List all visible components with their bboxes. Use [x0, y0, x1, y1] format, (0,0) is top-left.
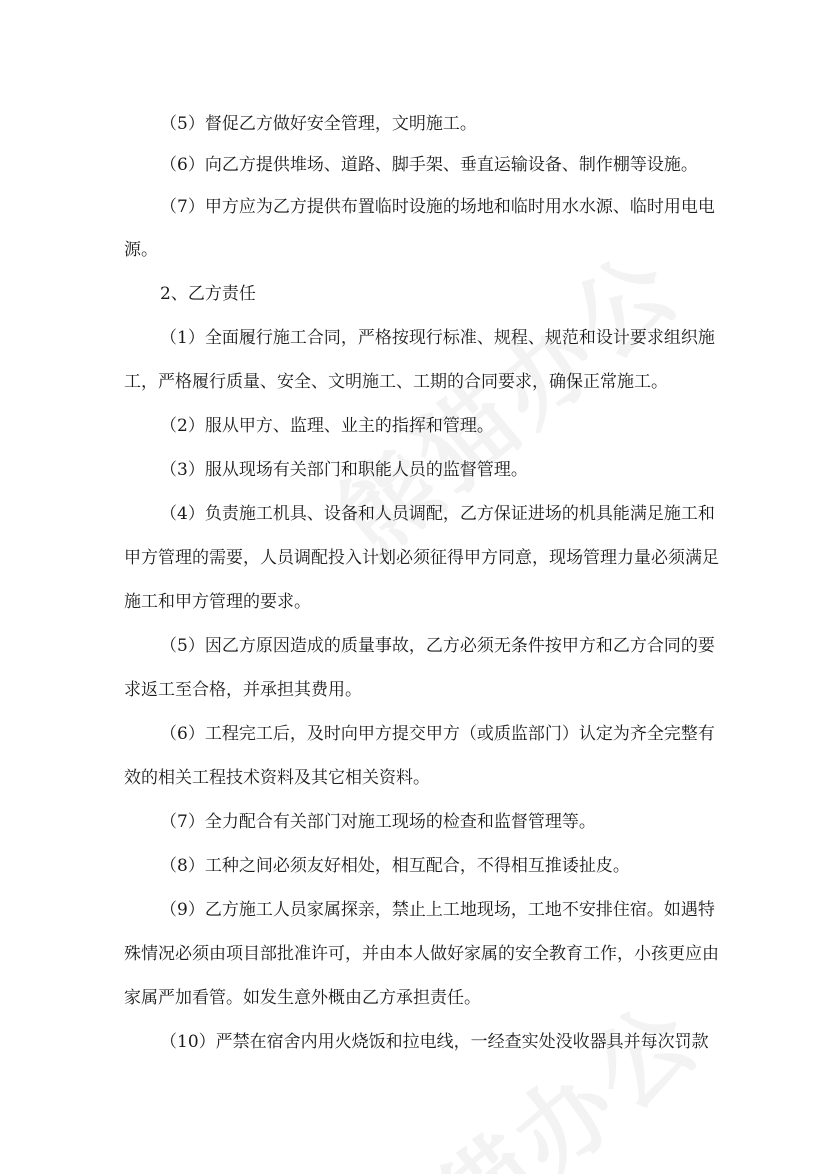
watermark — [304, 215, 705, 582]
paragraph-line: 殊情况必须由项目部批准许可，并由本人做好家属的安全教育工作，小孩更应由 — [124, 944, 719, 964]
paragraph-line: （5）因乙方原因造成的质量事故，乙方必须无条件按甲方和乙方合同的要 — [160, 636, 715, 656]
paragraph-line: 效的相关工程技术资料及其它相关资料。 — [124, 768, 430, 788]
section-heading: 2、乙方责任 — [160, 284, 256, 304]
paragraph-line: （5）督促乙方做好安全管理，文明施工。 — [160, 114, 477, 134]
paragraph-line: （2）服从甲方、监理、业主的指挥和管理。 — [160, 416, 494, 436]
paragraph-line: （4）负责施工机具、设备和人员调配，乙方保证进场的机具能满足施工和 — [160, 504, 715, 524]
paragraph-line: 源。 — [124, 240, 158, 260]
paragraph-line: （3）服从现场有关部门和职能人员的监督管理。 — [160, 460, 528, 480]
paragraph-line: （1）全面履行施工合同，严格按现行标准、规程、规范和设计要求组织施 — [160, 328, 715, 348]
paragraph-line: （7）全力配合有关部门对施工现场的检查和监督管理等。 — [160, 812, 596, 832]
paragraph-line: （10）严禁在宿舍内用火烧饭和拉电线，一经查实处没收器具并每次罚款 — [160, 1032, 709, 1052]
paragraph-line: 甲方管理的需要，人员调配投入计划必须征得甲方同意，现场管理力量必须满足 — [124, 548, 719, 568]
paragraph-line: （6）工程完工后，及时向甲方提交甲方（或质监部门）认定为齐全完整有 — [160, 724, 715, 744]
paragraph-line: 工，严格履行质量、安全、文明施工、工期的合同要求，确保正常施工。 — [124, 372, 668, 392]
paragraph-line: （9）乙方施工人员家属探亲，禁止上工地现场，工地不安排住宿。如遇特 — [160, 900, 715, 920]
paragraph-line: （6）向乙方提供堆场、道路、脚手架、垂直运输设备、制作棚等设施。 — [160, 155, 698, 175]
paragraph-line: （7）甲方应为乙方提供布置临时设施的场地和临时用水水源、临时用电电 — [160, 197, 715, 217]
paragraph-line: 家属严加看管。如发生意外概由乙方承担责任。 — [124, 988, 481, 1008]
paragraph-line: 施工和甲方管理的要求。 — [124, 592, 311, 612]
paragraph-line: （8）工种之间必须友好相处，相互配合，不得相互推诿扯皮。 — [160, 856, 630, 876]
paragraph-line: 求返工至合格，并承担其费用。 — [124, 680, 362, 700]
